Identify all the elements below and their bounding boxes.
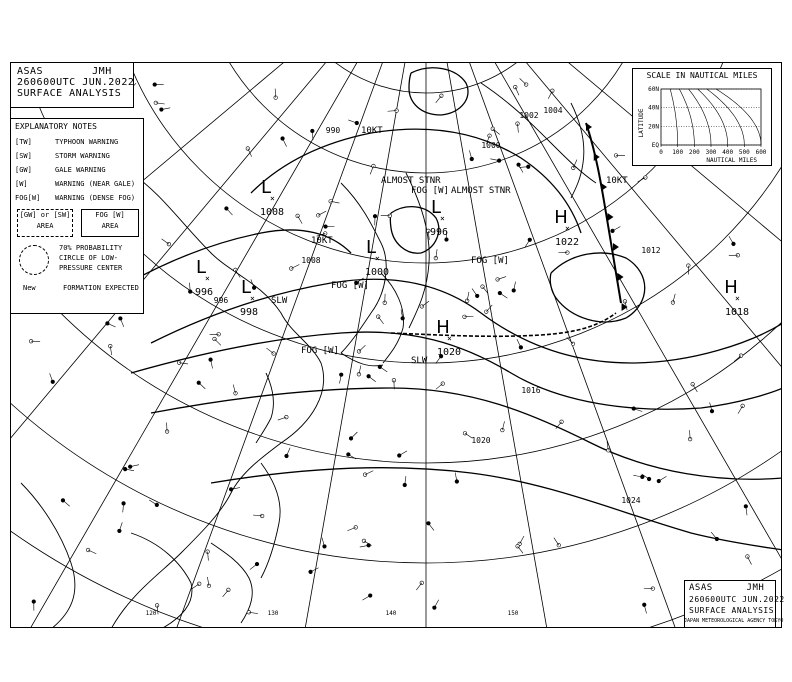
station-plot (671, 294, 675, 305)
station-plot (416, 581, 423, 590)
station-plot (348, 120, 358, 125)
warning-label: SLW (271, 296, 288, 306)
fog-area-symbol: FOG [W] AREA (81, 209, 139, 237)
station-plot (278, 415, 288, 420)
station-plot (633, 475, 644, 479)
station-plot (496, 277, 506, 282)
scale-y-tick: 60N (648, 86, 659, 93)
station-plot (465, 292, 469, 303)
cold-front (586, 123, 621, 303)
pressure-center-value: 1000 (365, 267, 390, 278)
header-datetime: 260600UTC JUN.2022 (17, 77, 135, 88)
legend-code: [SW] (15, 152, 32, 160)
scale-x-tick: 100 (672, 149, 684, 156)
station-plot (517, 339, 523, 349)
scale-y-tick: 20N (648, 123, 659, 131)
legend-item (15, 135, 143, 149)
station-plot (266, 348, 275, 355)
svg-text:×: × (250, 294, 255, 303)
station-plot (339, 373, 343, 384)
coastline (131, 533, 192, 628)
station-plot (347, 526, 357, 531)
station-plot (420, 301, 429, 308)
station-plot (229, 488, 240, 492)
warning-label: 10KT (606, 176, 628, 186)
pressure-system (724, 277, 749, 318)
station-plot (567, 337, 575, 345)
scale-title: SCALE IN NAUTICAL MILES (646, 71, 758, 80)
station-plot (329, 200, 340, 204)
chart-header (10, 62, 134, 108)
pressure-center-letter: L (195, 257, 207, 278)
station-plot (644, 587, 655, 591)
station-plot (388, 109, 399, 113)
scale-y-tick: EQ (651, 142, 659, 149)
probability-circle-icon (19, 245, 49, 275)
station-plot (119, 317, 124, 327)
station-plot (376, 315, 383, 324)
station-plot (370, 164, 375, 174)
coastline (211, 543, 252, 623)
station-plot (188, 283, 192, 294)
graticule-label: 140 (385, 610, 397, 617)
station-plot (397, 451, 407, 457)
warning-label: 10KT (361, 126, 383, 136)
station-plot (324, 225, 335, 229)
station-plot (517, 163, 523, 173)
nautical-scale (632, 68, 772, 166)
scale-x-tick: 600 (755, 149, 767, 156)
station-plot (197, 381, 205, 389)
station-plot (209, 358, 213, 369)
station-plot (316, 211, 326, 217)
station-plot (61, 499, 70, 507)
station-plot (250, 562, 259, 569)
gw-sw-area-symbol: [GW] or [SW] AREA (17, 209, 73, 237)
station-plot (436, 382, 445, 390)
station-plot (122, 502, 126, 513)
station-plot (611, 227, 621, 233)
isobar-value: 1004 (543, 106, 563, 115)
station-plot (108, 344, 112, 355)
station-plot (281, 137, 287, 147)
legend-item (15, 191, 143, 205)
probability-circle-label: 70% PROBABILITY CIRCLE OF LOW-PRESSURE CENTER (59, 244, 123, 272)
isobar-value: 1008 (301, 256, 321, 265)
coastline (381, 273, 404, 363)
station-plot (729, 253, 740, 257)
legend-label: TYPHOON WARNING (55, 138, 119, 146)
station-plot (614, 154, 625, 158)
station-plot (548, 89, 554, 99)
graticule-label: 120 (145, 610, 157, 617)
station-plot (378, 365, 387, 372)
footer-title: SURFACE ANALYSIS (689, 606, 775, 615)
new-formation-row: New FORMATION EXPECTED (23, 284, 139, 292)
warning-label: ALMOST STNR (381, 176, 441, 186)
pressure-system (554, 207, 579, 248)
warning-label: SLW (411, 356, 428, 366)
station-plot (247, 610, 258, 614)
header-center: JMH (92, 66, 112, 77)
probability-circle-row (11, 241, 143, 281)
legend-label: GALE WARNING (55, 166, 106, 174)
svg-text:×: × (735, 294, 740, 303)
footer-credit: JAPAN METEOROLOGICAL AGENCY TOKYO (684, 618, 784, 624)
station-plot (362, 594, 372, 600)
station-plot (744, 505, 748, 516)
warning-label: FOG [W] (331, 281, 369, 291)
legend-list (11, 135, 143, 205)
station-plot (322, 538, 326, 548)
scale-x-tick: 400 (722, 149, 734, 156)
legend-code: [TW] (15, 138, 32, 146)
station-plot (86, 548, 96, 554)
isobar-value: 1000 (481, 141, 501, 150)
station-plot (520, 78, 528, 86)
station-plot (32, 600, 36, 611)
warning-label: ALMOST STNR (451, 186, 511, 196)
legend-item (15, 149, 143, 163)
station-plot (162, 239, 171, 246)
station-plot (403, 476, 407, 487)
station-plot (285, 448, 290, 458)
svg-text:×: × (565, 224, 570, 233)
svg-text:×: × (447, 334, 452, 343)
isobar-value: 996 (213, 296, 229, 305)
station-plot (516, 544, 523, 553)
station-plot (165, 423, 169, 434)
station-plot (309, 568, 319, 574)
station-plot (206, 550, 210, 561)
explanatory-notes (10, 118, 144, 314)
cold-front-triangle (613, 243, 619, 251)
station-plot (357, 345, 365, 353)
station-plot (367, 374, 376, 381)
station-plot (118, 522, 123, 532)
isobar (550, 253, 645, 322)
warning-label: 10KT (311, 236, 333, 246)
station-plot (207, 577, 211, 588)
header-title: SURFACE ANALYSIS (17, 88, 122, 99)
station-plot (234, 268, 241, 277)
scale-x-tick: 500 (738, 149, 750, 156)
station-plot (29, 339, 40, 343)
pressure-center-letter: H (554, 207, 568, 228)
svg-text:×: × (440, 214, 445, 223)
station-plot (688, 430, 692, 441)
isobar-value: 1002 (519, 111, 539, 120)
station-plot (274, 89, 278, 100)
pressure-center-letter: H (436, 317, 450, 338)
station-plot (357, 365, 361, 376)
legend-code: FOG[W] (15, 194, 41, 202)
pressure-system (195, 257, 213, 298)
legend-item (15, 163, 143, 177)
warning-label: FOG [W] (301, 346, 339, 356)
isobar (211, 468, 782, 550)
station-plot (738, 404, 744, 414)
station-plot (710, 403, 714, 413)
graticule-label: 150 (507, 610, 519, 617)
pressure-system (260, 177, 284, 218)
station-plot (519, 165, 530, 169)
pressure-center-value: 1018 (725, 307, 750, 318)
station-plot (729, 236, 735, 246)
footer-datetime: 260600UTC JUN.2022 (689, 595, 785, 604)
svg-text:×: × (205, 274, 210, 283)
graticule-label: 130 (267, 610, 279, 617)
isobar-value: 1016 (521, 386, 541, 395)
scale-x-tick: 0 (659, 149, 663, 156)
scale-graph (633, 83, 771, 165)
station-plot (434, 249, 438, 260)
svg-text:×: × (375, 254, 380, 263)
station-plot (223, 588, 231, 597)
coastline (256, 373, 273, 443)
legend-label: WARNING (NEAR GALE) (55, 180, 136, 188)
footer-center: JMH (746, 583, 765, 593)
coastline (341, 353, 383, 366)
station-plot (512, 282, 516, 293)
station-plot (455, 473, 459, 484)
station-plot (149, 500, 158, 507)
legend-label: WARNING (DENSE FOG) (55, 194, 136, 202)
pressure-system (240, 277, 258, 318)
station-plot (225, 207, 233, 215)
station-plot (347, 453, 357, 459)
isobar-value: 1012 (641, 246, 661, 255)
station-plot (289, 265, 299, 271)
warning-label: FOG [W] (411, 186, 449, 196)
station-plot (463, 315, 474, 319)
isobar-value: 1020 (471, 436, 491, 445)
scale-x-tick: 200 (688, 149, 700, 156)
legend-code: [GW] (15, 166, 32, 174)
station-plot (516, 122, 520, 133)
station-plot (498, 291, 507, 298)
isobar-value: 1024 (621, 496, 641, 505)
station-plot (554, 538, 561, 547)
isobar (131, 332, 782, 409)
station-plot (363, 471, 373, 477)
scale-x-label: NAUTICAL MILES (706, 157, 757, 164)
station-plot (383, 294, 387, 305)
pressure-center-value: 1020 (437, 347, 462, 358)
coastline (571, 103, 584, 198)
legend-label: STORM WARNING (55, 152, 110, 160)
header-agency: ASAS (17, 66, 44, 77)
area-examples (11, 207, 143, 241)
station-plot (734, 354, 743, 362)
station-plot (160, 108, 171, 112)
station-plot (642, 603, 646, 614)
station-plot (469, 150, 473, 160)
pressure-center-letter: H (724, 277, 738, 298)
legend-code: [W] (15, 180, 28, 188)
scale-x-tick: 300 (705, 149, 717, 156)
station-plot (433, 600, 439, 610)
station-plot (436, 94, 443, 103)
pressure-center-value: 998 (240, 307, 259, 318)
station-plot (657, 476, 667, 482)
scale-y-label: LATITUDE (638, 108, 645, 138)
legend-item (15, 177, 143, 191)
station-plot (513, 85, 518, 95)
station-plot (50, 373, 55, 383)
cold-front-triangle (607, 213, 613, 221)
pressure-system (430, 197, 448, 238)
station-plot (711, 532, 719, 541)
station-plot (210, 332, 221, 336)
station-plot (427, 521, 434, 530)
station-plot (349, 432, 357, 440)
station-plot (501, 421, 505, 432)
footer-agency: ASAS (689, 583, 713, 593)
svg-text:×: × (270, 194, 275, 203)
station-plot (746, 555, 752, 565)
isobar (409, 68, 468, 115)
coastline (261, 463, 280, 578)
pressure-center-value: 996 (430, 227, 449, 238)
pressure-center-letter: L (240, 277, 252, 298)
isobar-value: 990 (325, 126, 341, 135)
station-plot (233, 385, 237, 396)
station-plot (154, 101, 165, 105)
pressure-center-value: 1008 (260, 207, 285, 218)
pressure-center-value: 1022 (555, 237, 580, 248)
station-plot (213, 337, 221, 345)
station-plot (518, 536, 524, 546)
station-plot (128, 465, 139, 469)
station-plot (472, 289, 479, 298)
station-plot (558, 251, 569, 255)
scale-y-tick: 40N (648, 104, 659, 112)
pressure-system (436, 317, 461, 358)
warning-label: FOG [W] (471, 256, 509, 266)
pressure-center-value: 996 (195, 287, 214, 298)
station-plot (253, 514, 264, 518)
station-plot (296, 214, 302, 224)
station-plot (687, 264, 691, 275)
notes-title: EXPLANATORY NOTES (15, 122, 97, 131)
station-plot (153, 83, 164, 87)
station-plot (106, 322, 116, 327)
pressure-center-letter: L (365, 237, 377, 258)
pressure-center-letter: L (430, 197, 442, 218)
station-plot (381, 214, 392, 218)
pressure-center-letter: L (260, 177, 272, 198)
